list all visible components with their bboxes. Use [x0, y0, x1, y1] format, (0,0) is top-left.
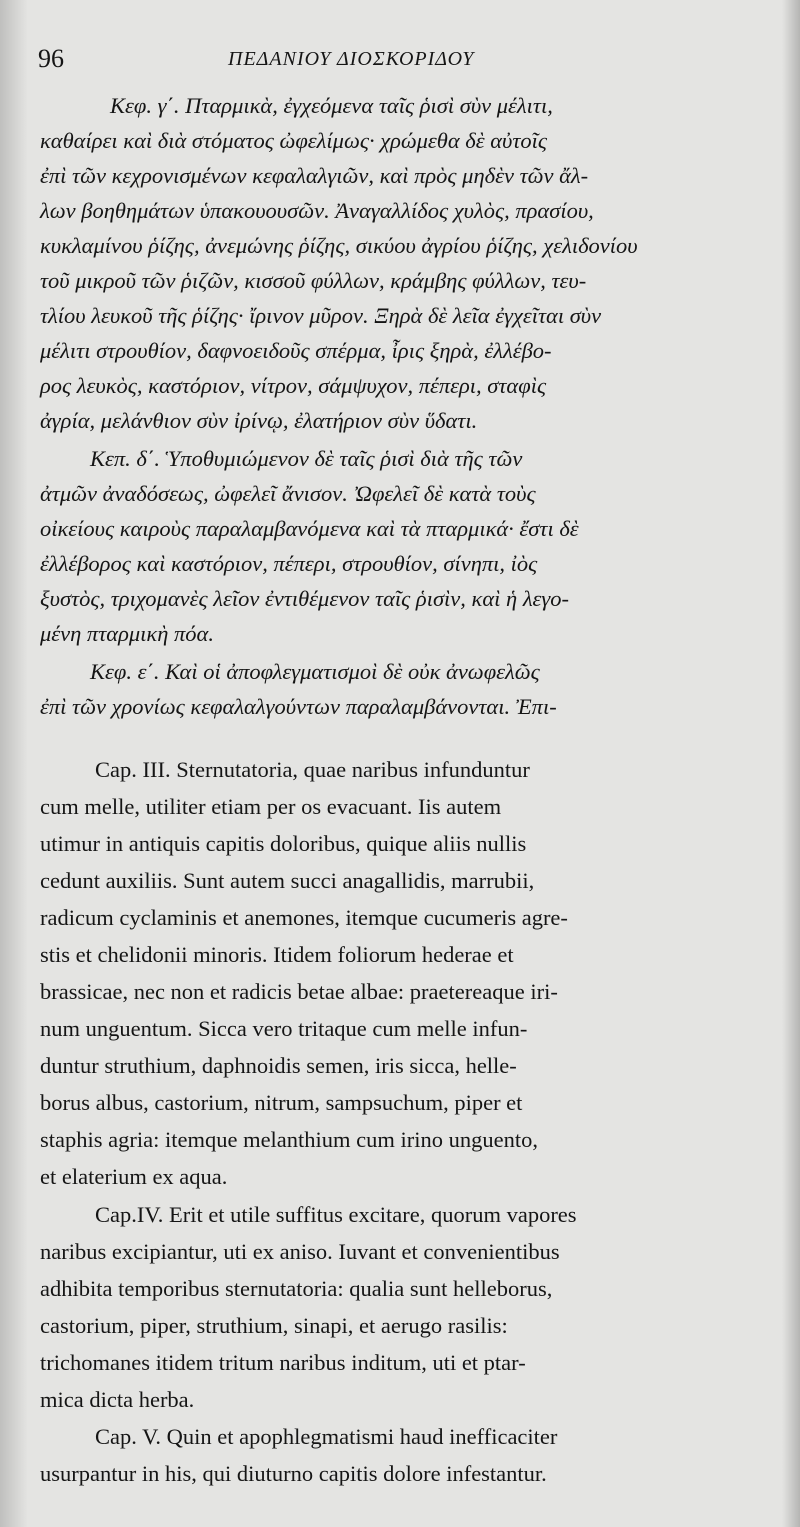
- greek-line: Κεφ. ε΄. Καὶ οἱ ἀποφλεγματισμοὶ δὲ οὐκ ἀνωφελῶς: [90, 659, 540, 684]
- greek-line: ἐπὶ τῶν κεχρονισμένων κεφαλαλγιῶν, καὶ πρὸς μηδὲν τῶν ἄλ-: [40, 163, 589, 188]
- greek-line: οἰκείους καιροὺς παραλαμβανόμενα καὶ τὰ πταρμικά· ἔστι δὲ: [40, 516, 579, 541]
- latin-line: utimur in antiquis capitis doloribus, quique aliis nullis: [40, 831, 527, 856]
- latin-line: brassicae, nec non et radicis betae albae: praetereaque iri-: [40, 979, 558, 1004]
- latin-line: staphis agria: itemque melanthium cum irino unguento,: [40, 1127, 539, 1152]
- greek-line: μέλιτι στρουθίον, δαφνοειδοῦς σπέρμα, ἶρις ξηρὰ, ἐλλέβο-: [40, 338, 552, 363]
- latin-line: mica dicta herba.: [40, 1387, 195, 1412]
- greek-line: ἐλλέβορος καὶ καστόριον, πέπερι, στρουθίον, σίνηπι, ἰὸς: [40, 551, 538, 576]
- latin-line: duntur struthium, daphnoidis semen, iris sicca, helle-: [40, 1053, 517, 1078]
- latin-line: usurpantur in his, qui diuturno capitis dolore infestantur.: [40, 1461, 547, 1486]
- page-header: [38, 44, 760, 84]
- greek-line: λων βοηθημάτων ὑπακουουσῶν. Ἀναγαλλίδος χυλὸς, πρασίου,: [40, 198, 594, 223]
- latin-line: stis et chelidonii minoris. Itidem foliorum hederae et: [40, 942, 514, 967]
- latin-line: Cap. III. Sternutatoria, quae naribus infunduntur: [95, 757, 530, 782]
- greek-line: Κεφ. γ΄. Πταρμικὰ, ἐγχεόμενα ταῖς ῥισὶ σὺν μέλιτι,: [110, 93, 553, 118]
- latin-line: trichomanes itidem tritum naribus inditum, uti et ptar-: [40, 1350, 526, 1375]
- greek-line: κυκλαμίνου ῥίζης, ἀνεμώνης ῥίζης, σικύου ἀγρίου ῥίζης, χελιδονίου: [40, 233, 638, 258]
- running-title: ΠΕΔΑΝΙΟΥ ΔΙΟΣΚΟΡΙΔΟΥ: [228, 48, 475, 70]
- latin-line: adhibita temporibus sternutatoria: qualia sunt helleborus,: [40, 1276, 553, 1301]
- latin-line: cedunt auxiliis. Sunt autem succi anagallidis, marrubii,: [40, 868, 535, 893]
- greek-line: ἐπὶ τῶν χρονίως κεφαλαλγούντων παραλαμβάνονται. Ἐπι-: [40, 694, 557, 719]
- greek-line: ἀτμῶν ἀναδόσεως, ὠφελεῖ ἄνισον. Ὠφελεῖ δὲ κατὰ τοὺς: [40, 481, 536, 506]
- greek-line: ρος λευκὸς, καστόριον, νίτρον, σάμψυχον, πέπερι, σταφὶς: [40, 373, 547, 398]
- greek-line: μένη πταρμικὴ πόα.: [40, 621, 214, 646]
- greek-line: καθαίρει καὶ διὰ στόματος ὠφελίμως· χρώμεθα δὲ αὐτοῖς: [40, 128, 548, 153]
- greek-line: ξυστὸς, τριχομανὲς λεῖον ἐντιθέμενον ταῖς ῥισὶν, καὶ ἡ λεγο-: [40, 586, 570, 611]
- latin-line: cum melle, utiliter etiam per os evacuant. Iis autem: [40, 794, 502, 819]
- greek-line: Κεπ. δ΄. Ὑποθυμιώμενον δὲ ταῖς ῥισὶ διὰ τῆς τῶν: [90, 446, 523, 471]
- latin-line: naribus excipiantur, uti ex aniso. Iuvant et convenientibus: [40, 1239, 560, 1264]
- latin-line: castorium, piper, struthium, sinapi, et aerugo rasilis:: [40, 1313, 508, 1338]
- greek-line: ἀγρία, μελάνθιον σὺν ἰρίνῳ, ἐλατήριον σὺν ὕδατι.: [40, 408, 478, 433]
- latin-line: Cap.IV. Erit et utile suffitus excitare, quorum vapores: [95, 1202, 577, 1227]
- latin-line: et elaterium ex aqua.: [40, 1164, 228, 1189]
- latin-line: radicum cyclaminis et anemones, itemque cucumeris agre-: [40, 905, 568, 930]
- latin-line: num unguentum. Sicca vero tritaque cum melle infun-: [40, 1016, 528, 1041]
- greek-line: τλίου λευκοῦ τῆς ῥίζης· ἴρινον μῦρον. Ξηρὰ δὲ λεῖα ἐγχεῖται σὺν: [40, 303, 602, 328]
- latin-line: Cap. V. Quin et apophlegmatismi haud inefficaciter: [95, 1424, 558, 1449]
- latin-line: borus albus, castorium, nitrum, sampsuchum, piper et: [40, 1090, 523, 1115]
- page-number: 96: [38, 44, 64, 73]
- greek-line: τοῦ μικροῦ τῶν ῥιζῶν, κισσοῦ φύλλων, κράμβης φύλλων, τευ-: [40, 268, 587, 293]
